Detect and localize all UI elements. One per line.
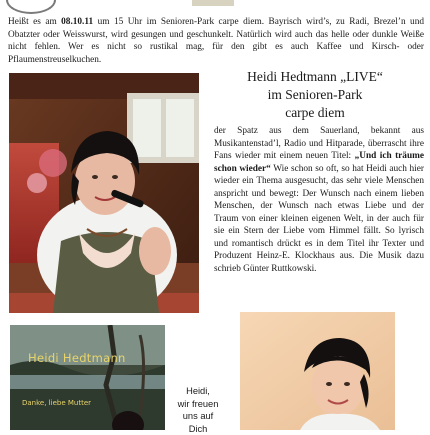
greeting-text	[170, 385, 226, 435]
album-subtitle: Danke, liebe Mutter	[22, 399, 91, 407]
intro-text-1: Heißt es am	[8, 17, 61, 27]
portrait-photo	[240, 312, 395, 430]
event-date: 08.10.11	[61, 17, 93, 27]
headline-line-2: im Senioren-Park	[210, 87, 420, 103]
greeting-line-4: Dich	[170, 423, 226, 435]
album-cover	[10, 325, 165, 430]
album-cover-image	[10, 325, 165, 430]
headline-line-3: carpe diem	[210, 105, 420, 121]
article-text-1: der Spatz aus dem Sauerland, bekannt aus Musikantenstad’l, Radio und Hitparade, überrascht ihre Fans wieder mit einem neuen Titel:	[214, 126, 424, 161]
song-title: „Und ich träume schon wieder“	[214, 151, 424, 174]
greeting-line-3: uns auf	[170, 410, 226, 423]
singer-stage-photo	[9, 73, 199, 313]
logo-bar	[192, 0, 234, 6]
greeting-line-1: Heidi,	[170, 385, 226, 398]
headline-line-1: Heidi Hedtmann „LIVE“	[210, 69, 420, 85]
album-artist-name: Heidi Hedtmann	[28, 351, 126, 365]
header-strip	[0, 0, 430, 12]
portrait-photo-image	[240, 312, 395, 430]
article-text-2: Wie schon so oft, so hat Heidi auch hier wieder ein Thema ausgesucht, das sehr viele Menschen anspricht und bewegt: Der Wunsch nach einem lieben Menschen, der Wunsch nach etwas Liebe und der Traum von einer kleinen eigenen Welt, in der auch für sie ein Stern der Liebe vom Himmel fällt. So lyrisch und romantisch drückt es in dem Titel ihr Texter und Produzent Heinz-E. Klockhaus aus. Die Musik dazu schrieb Günter Ruttkowski.	[214, 164, 424, 274]
logo-arc	[6, 0, 56, 14]
intro-text-2: um 15 Uhr im Senioren-Park carpe diem. Bayrisch wird’s, zu Radi, Brezel’n und Obatzter oder Weisswurst, wird gesungen und geschunkelt. Natürlich wird auch das helle oder dunkle Weiße nicht fehlen. Wer es nicht so rustikal mag, für den gibt es auch Kaffee und Kirsch- oder Pflaumenstreuselkuchen.	[8, 17, 424, 65]
intro-paragraph	[8, 16, 424, 66]
logo-badge	[192, 0, 234, 12]
greeting-line-2: wir freuen	[170, 398, 226, 411]
singer-photo-image	[9, 73, 199, 313]
article-paragraph	[214, 125, 424, 276]
